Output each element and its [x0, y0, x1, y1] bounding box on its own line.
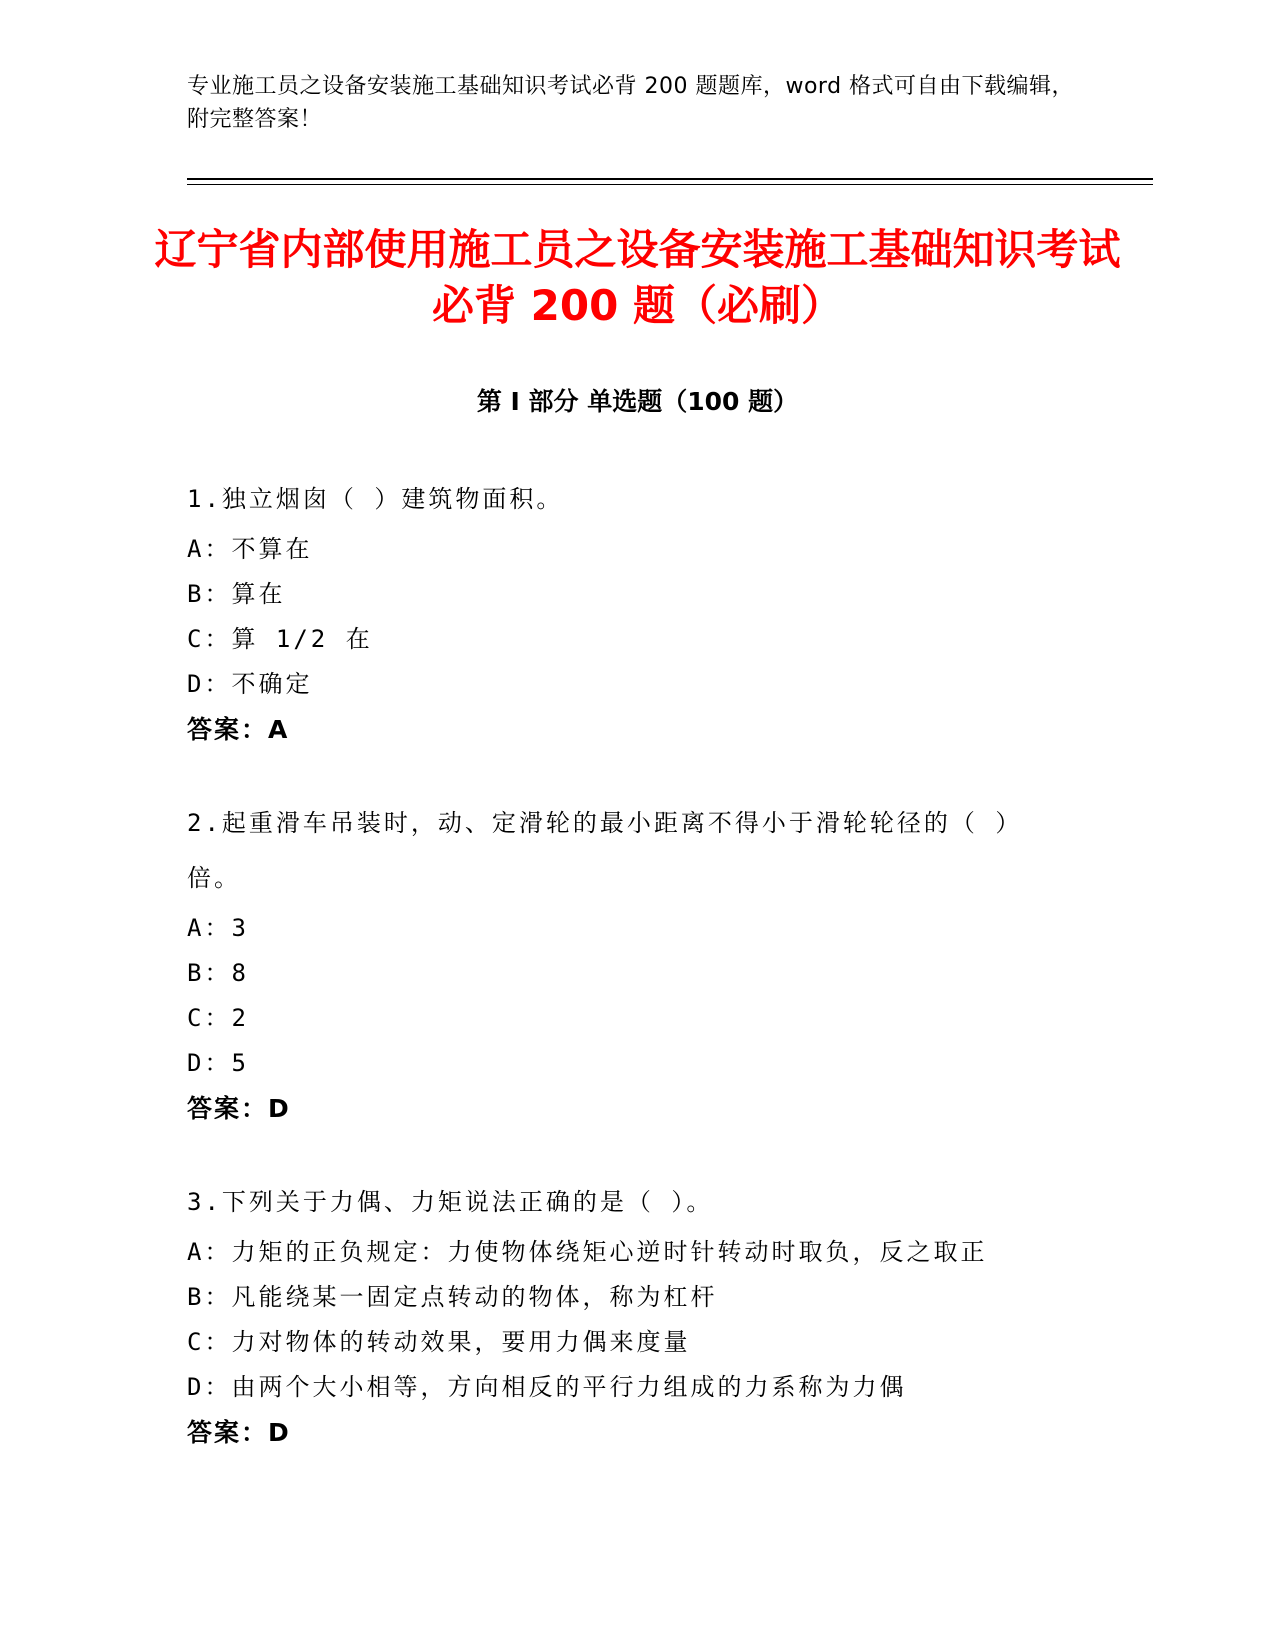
header-note: 专业施工员之设备安装施工基础知识考试必背 200 题题库，word 格式可自由下载编辑，附完整答案！	[187, 74, 1075, 132]
question-1	[187, 472, 1067, 752]
option-d: D：不确定	[187, 670, 313, 698]
answer-label: 答案：A	[187, 715, 290, 744]
option-b: B：算在	[187, 580, 286, 608]
option-a: A：力矩的正负规定：力使物体绕矩心逆时针转动时取负，反之取正	[187, 1238, 988, 1266]
option-d: D：由两个大小相等，方向相反的平行力组成的力系称为力偶	[187, 1373, 907, 1401]
question-stem: 1.独立烟囱（ ）建筑物面积。	[187, 485, 564, 513]
answer-label: 答案：D	[187, 1094, 291, 1123]
question-stem: 3.下列关于力偶、力矩说法正确的是（ ）。	[187, 1188, 714, 1216]
document-title: 辽宁省内部使用施工员之设备安装施工基础知识考试必背 200 题（必刷）	[154, 225, 1121, 330]
option-b: B：凡能绕某一固定点转动的物体，称为杠杆	[187, 1283, 718, 1311]
option-a: A：3	[187, 914, 249, 942]
question-list	[187, 472, 1067, 1499]
question-2	[187, 796, 1067, 1131]
question-3	[187, 1175, 1067, 1455]
option-a: A：不算在	[187, 535, 313, 563]
section-title: 第 I 部分 单选题（100 题）	[476, 387, 799, 416]
answer-label: 答案：D	[187, 1418, 291, 1447]
header-divider-thick	[187, 178, 1153, 180]
header-divider-thin	[187, 184, 1153, 185]
option-c: C：力对物体的转动效果，要用力偶来度量	[187, 1328, 691, 1356]
question-stem: 2.起重滑车吊装时，动、定滑轮的最小距离不得小于滑轮轮径的（ ）倍。	[187, 809, 1023, 892]
option-c: C：算 1/2 在	[187, 625, 373, 653]
option-c: C：2	[187, 1004, 249, 1032]
option-d: D：5	[187, 1049, 249, 1077]
option-b: B：8	[187, 959, 249, 987]
